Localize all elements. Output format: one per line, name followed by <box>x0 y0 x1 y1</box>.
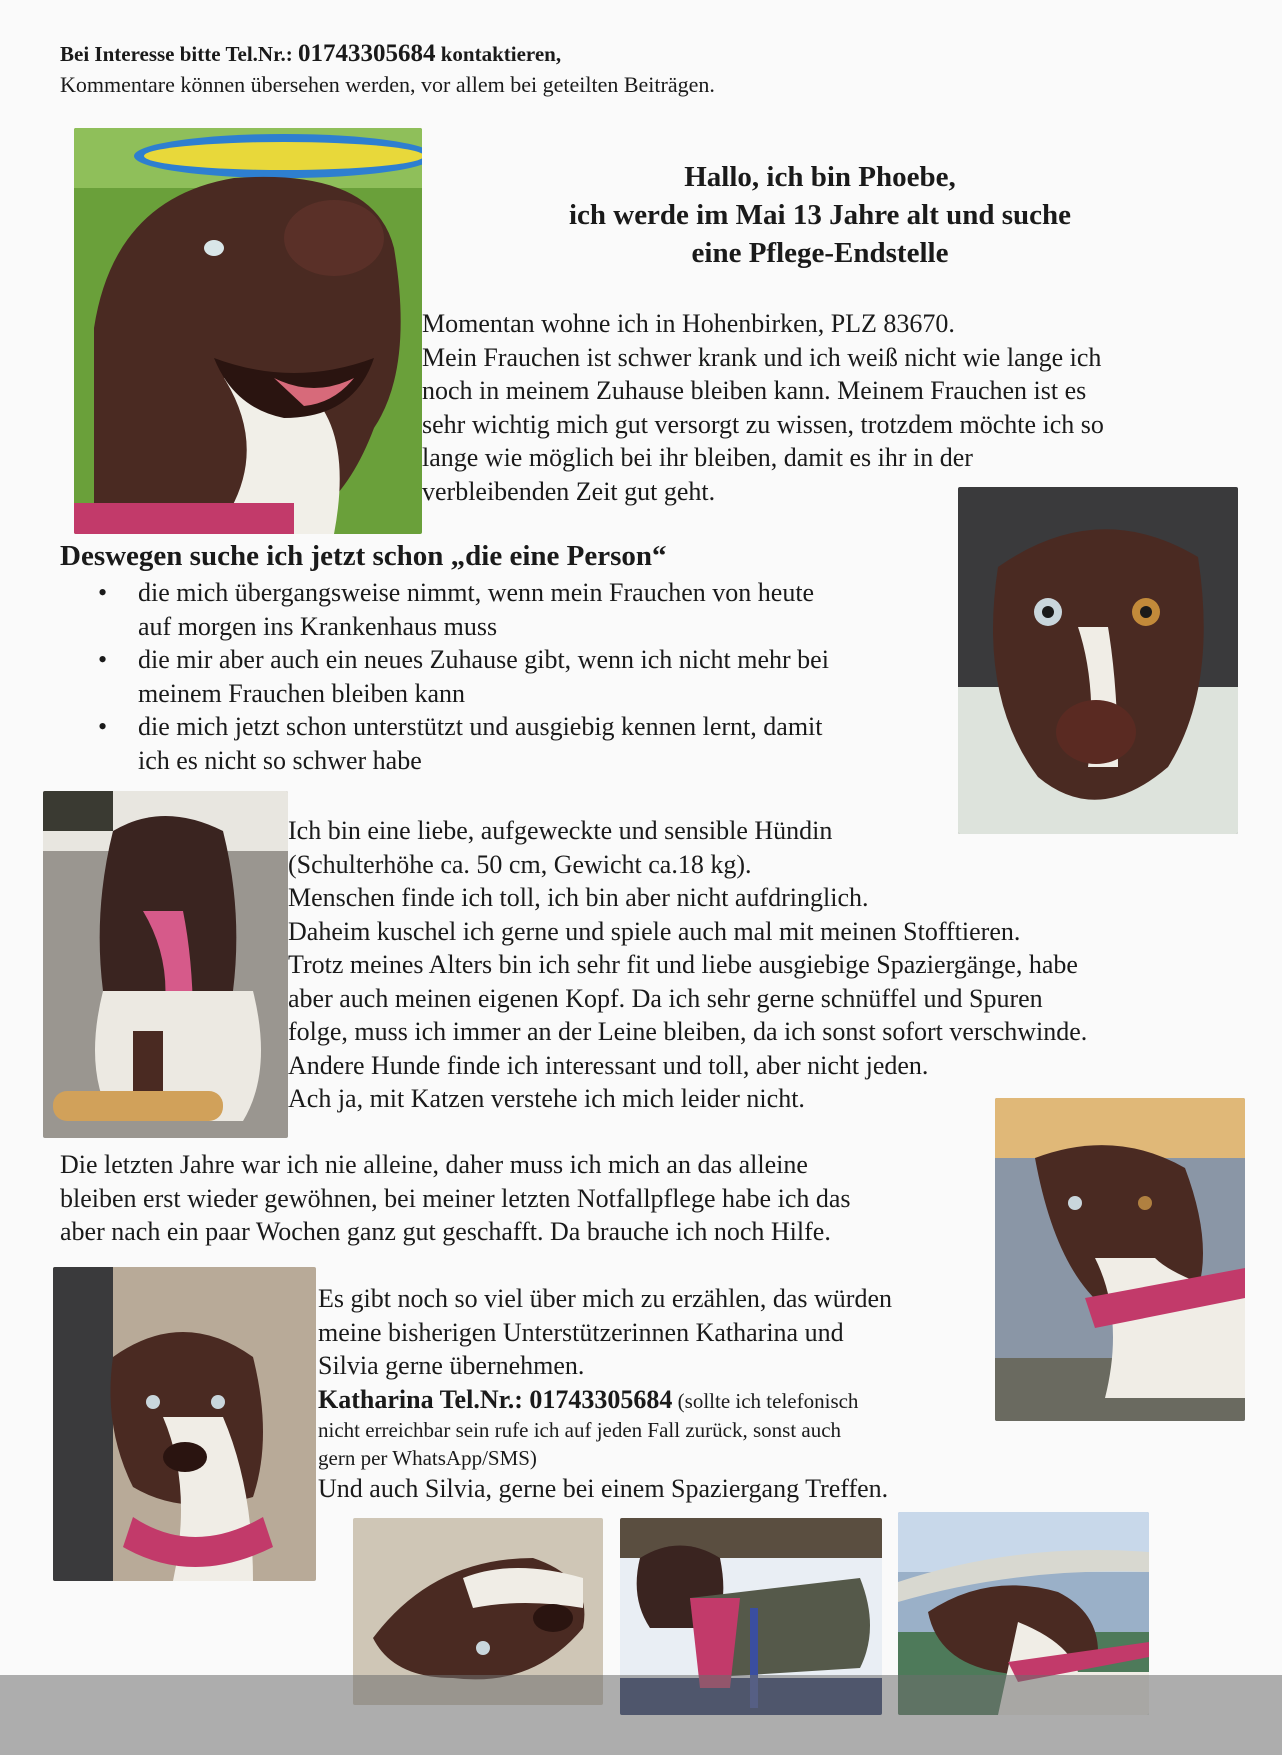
photo-dog-closeup <box>958 487 1238 834</box>
list-item: • die mich übergangsweise nimmt, wenn mein Frauchen von heute auf morgen ins Krankenhaus muss <box>98 576 948 643</box>
page-title: Hallo, ich bin Phoebe, ich werde im Mai 13 Jahre alt und suche eine Pflege-Endstelle <box>568 161 1072 269</box>
list-item: • die mir aber auch ein neues Zuhause gibt, wenn ich nicht mehr bei meinem Frauchen bleiben kann <box>98 643 948 710</box>
photo-dog-harness <box>53 1267 316 1581</box>
header-phone: 01743305684 <box>297 40 436 67</box>
about-paragraph: Ich bin eine liebe, aufgeweckte und sensible Hündin (Schulterhöhe ca. 50 cm, Gewicht ca.18 kg). Menschen finde ich toll, ich bin aber nicht aufdringlich. Daheim kuschel ich gerne und spiele auch mal mit meinen Stofftieren. Trotz meines Alters bin ich sehr fit und liebe ausgiebige Spaziergänge, habe aber auch meinen eigenen Kopf. Da ich sehr gerne schnüffel und Spuren folge, muss ich immer an der Leine bleiben, da ich sonst sofort verschwinde. Andere Hunde finde ich interessant und toll, aber nicht jeden. Ach ja, mit Katzen verstehe ich mich leider nicht. <box>288 816 1088 1113</box>
requirements-list <box>98 576 948 777</box>
bottom-overlay-bar <box>0 1675 1282 1755</box>
alone-paragraph: Die letzten Jahre war ich nie alleine, daher muss ich mich an das alleine bleiben erst wieder gewöhnen, bei meiner letzten Notfallpflege habe ich das aber nach ein paar Wochen ganz gut geschafft. Da brauche ich noch Hilfe. <box>60 1150 851 1246</box>
header-line-2: Kommentare können übersehen werden, vor allem bei geteilten Beiträgen. <box>60 72 715 97</box>
search-heading: Deswegen suche ich jetzt schon „die eine Person“ <box>60 540 667 572</box>
intro-paragraph: Momentan wohne ich in Hohenbirken, PLZ 83670. Mein Frauchen ist schwer krank und ich weiß nicht wie lange ich noch in meinem Zuhause bleiben kann. Meinem Frauchen ist es sehr wichtig mich gut versorgt zu wissen, trotzdem möchte ich so lange wie möglich bei ihr bleiben, damit es ihr in der verbleibenden Zeit gut geht. <box>422 309 1104 506</box>
photo-dog-lake <box>995 1098 1245 1421</box>
photo-dog-grass <box>74 128 422 534</box>
contact-block: Es gibt noch so viel über mich zu erzählen, das würden meine bisherigen Unterstützerinnen Katharina und Silvia gerne übernehmen. Katharina Tel.Nr.: 01743305684 (sollte ich telefonisch nicht erreichbar sein rufe ich auf jeden Fall zurück, sonst auch gern per WhatsApp/SMS) Und auch Silvia, gerne bei einem Spaziergang Treffen. <box>318 1282 998 1506</box>
header-line-1: Bei Interesse bitte Tel.Nr.: 01743305684 kontaktieren, <box>60 40 562 67</box>
katharina-contact: Katharina Tel.Nr.: 01743305684 (sollte ich telefonisch <box>318 1384 859 1414</box>
photo-dog-lying <box>43 791 288 1138</box>
list-item: • die mich jetzt schon unterstützt und ausgiebig kennen lernt, damit ich es nicht so schwer habe <box>98 710 948 777</box>
